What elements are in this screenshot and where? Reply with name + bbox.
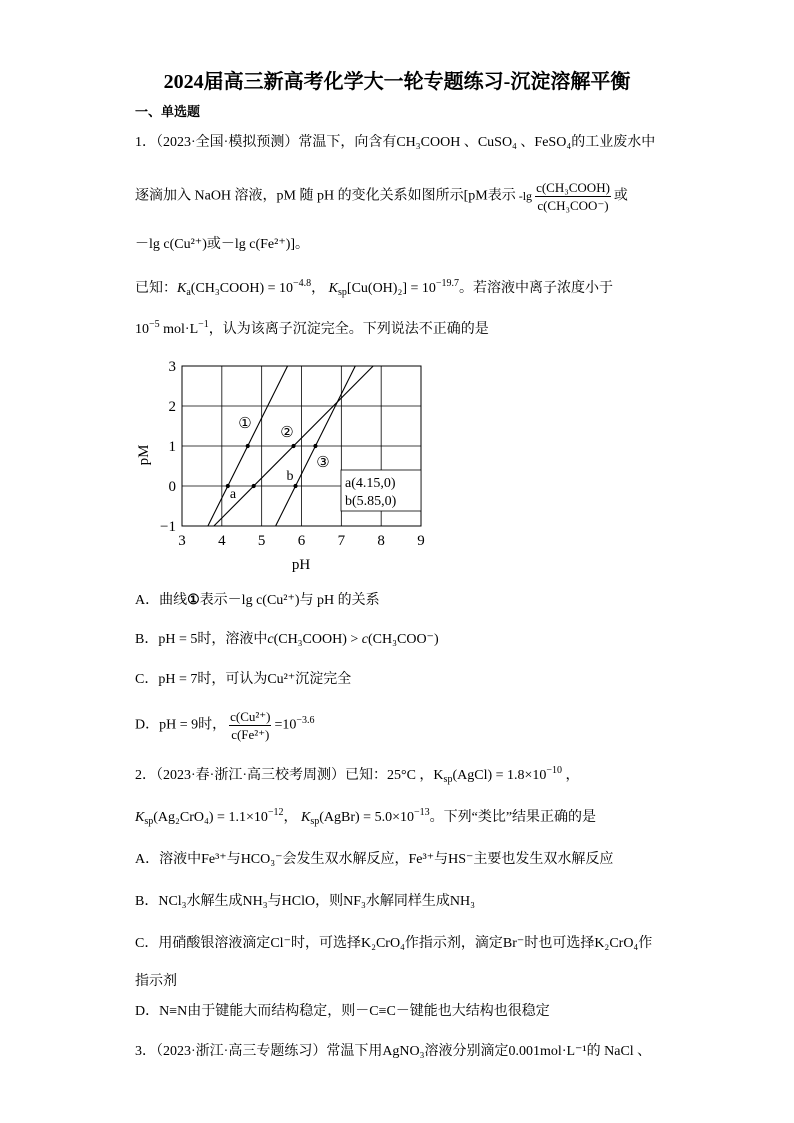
option-text: D．pH = 9时， — [135, 717, 227, 733]
q1-stem-line-2 — [135, 179, 628, 214]
q1-stem-line-4 — [135, 279, 613, 299]
q2-stem-line-2 — [135, 808, 596, 828]
exponent: −10 — [546, 765, 563, 776]
ksp-symbol: K — [135, 810, 145, 825]
q1-stem-line-1: 1．（2023·全国·模拟预测）常温下，向含有CH₃COOH 、CuSO₄ 、FeSO₄的工业废水中 — [135, 135, 656, 150]
concentration-symbol: c — [267, 632, 274, 647]
q1-stem-text: 10 — [135, 322, 149, 337]
q2-stem-text: (Ag₂CrO₄) = 1.1×10 — [153, 810, 268, 825]
y-tick-label: 2 — [168, 399, 176, 415]
x-tick-label: 5 — [257, 533, 266, 549]
data-point — [313, 444, 317, 448]
data-point — [293, 484, 297, 488]
exponent: −13 — [413, 807, 430, 818]
q2-stem-text: 。下列“类比”结果正确的是 — [429, 810, 597, 825]
fraction-denominator: c(Fe²⁺) — [229, 725, 271, 743]
x-tick-label: 8 — [377, 533, 385, 549]
point-label-b: b — [286, 469, 294, 484]
q1-option-c: C．pH = 7时，可认为Cu²⁺沉淀完全 — [135, 672, 352, 687]
q1-stem-text: 。若溶液中离子浓度小于 — [459, 281, 614, 296]
q2-option-c-line-1: C．用硝酸银溶液滴定Cl⁻时，可选择K₂CrO₄作指示剂，滴定Br⁻时也可选择K₂CrO₄作 — [135, 936, 653, 951]
q1-stem-text: mol·L — [159, 322, 199, 337]
q1-option-b — [135, 630, 439, 650]
series-label-3: ③ — [316, 455, 330, 471]
q1-stem-text: (CH₃COOH) = 10 — [190, 281, 294, 296]
q1-stem-line-3: －lg c(Cu²⁺)或－lg c(Fe²⁺)]。 — [135, 237, 310, 252]
ksp-symbol: K — [301, 810, 311, 825]
ksp-symbol: K — [328, 281, 338, 296]
ph-pm-chart — [135, 355, 435, 580]
q2-option-b: B．NCl₃水解生成NH₃与HClO，则NF₃水解同样生成NH₃ — [135, 894, 475, 909]
exponent: −3.6 — [296, 714, 315, 726]
option-text: (CH₃COOH) > — [273, 632, 362, 647]
x-tick-label: 9 — [417, 533, 425, 549]
exponent: −19.7 — [435, 278, 460, 289]
concentration-ratio-fraction — [229, 708, 271, 743]
concentration-symbol: c — [361, 632, 368, 647]
q2-stem-text: ， — [283, 810, 301, 825]
data-point — [252, 484, 256, 488]
q2-option-c-line-2: 指示剂 — [135, 974, 177, 989]
q2-stem-line-1 — [135, 766, 580, 786]
data-point — [246, 444, 250, 448]
ksp-subscript: sp — [310, 816, 320, 827]
curve-mark: ① — [187, 593, 200, 608]
q1-stem-text: 或 — [613, 188, 628, 204]
q2-stem-text: 2．（2023·春·浙江·高三校考周测）已知：25°C ， — [135, 768, 434, 783]
y-tick-label: −1 — [160, 519, 176, 535]
data-point — [291, 444, 295, 448]
x-axis-label: pH — [291, 557, 311, 573]
y-axis-label: pM — [136, 444, 152, 466]
x-tick-label: 7 — [337, 533, 346, 549]
fraction-denominator: c(CH₃COO⁻) — [535, 196, 611, 214]
y-tick-label: 0 — [168, 479, 176, 495]
x-tick-label: 6 — [297, 533, 306, 549]
q2-option-a: A．溶液中Fe³⁺与HCO₃⁻会发生双水解反应，Fe³⁺与HS⁻主要也发生双水解反应 — [135, 852, 614, 867]
ksp-symbol: K — [433, 768, 444, 783]
q1-stem-text: 已知： — [135, 281, 177, 296]
annotation-point-a: a(4.15,0) — [345, 476, 396, 491]
q1-option-d — [135, 708, 315, 743]
pm-definition-fraction — [535, 179, 611, 214]
series-label-2: ② — [280, 425, 294, 441]
option-text: 表示－lg c(Cu²⁺)与 pH 的关系 — [199, 593, 380, 608]
x-tick-label: 3 — [178, 533, 186, 549]
q1-option-a — [135, 591, 380, 611]
exponent: −12 — [267, 807, 284, 818]
q2-stem-text: (AgCl) = 1.8×10 — [452, 768, 547, 783]
chart-tick-labels — [160, 359, 425, 549]
q1-stem-line-5 — [135, 320, 489, 340]
section-heading: 一、单选题 — [135, 104, 201, 119]
option-text: (CH₃COO⁻) — [368, 632, 439, 647]
ka-symbol: K — [177, 281, 187, 296]
ksp-subscript: sp — [443, 774, 453, 785]
exponent: −1 — [198, 319, 209, 330]
option-text: A．曲线 — [135, 593, 188, 608]
fraction-numerator: c(Cu²⁺) — [230, 709, 271, 724]
fraction-numerator: c(CH₃COOH) — [536, 180, 610, 195]
exponent: −4.8 — [293, 278, 312, 289]
ksp-subscript: sp — [338, 287, 347, 298]
x-tick-label: 4 — [218, 533, 226, 549]
minus-lg-prefix: -lg — [518, 188, 533, 203]
series-label-1: ① — [238, 416, 252, 432]
q3-stem-line-1: 3．（2023·浙江·高三专题练习）常温下用AgNO₃溶液分别滴定0.001mol·L⁻¹的 NaCl 、 — [135, 1044, 652, 1059]
q1-stem-text: ，认为该离子沉淀完全。下列说法不正确的是 — [208, 322, 489, 337]
option-text: =10 — [274, 717, 297, 733]
q1-stem-text: 逐滴加入 NaOH 溶液，pM 随 pH 的变化关系如图所示[pM表示 — [135, 188, 516, 204]
annotation-point-b: b(5.85,0) — [345, 494, 397, 509]
q2-stem-text: (AgBr) = 5.0×10 — [319, 810, 414, 825]
document-title: 2024届高三新高考化学大一轮专题练习-沉淀溶解平衡 — [163, 71, 631, 93]
option-text: B．pH = 5时，溶液中 — [135, 632, 268, 647]
point-label-a: a — [229, 487, 237, 502]
y-tick-label: 3 — [168, 359, 176, 375]
q1-stem-text: [Cu(OH)₂] = 10 — [346, 281, 436, 296]
ksp-subscript: sp — [144, 816, 154, 827]
y-tick-label: 1 — [168, 439, 176, 455]
q2-option-d: D．N≡N由于键能大而结构稳定，则－C≡C－键能也大结构也很稳定 — [135, 1004, 550, 1019]
q2-stem-text: ， — [562, 768, 580, 783]
q1-stem-text: ， — [311, 281, 329, 296]
exponent: −5 — [149, 319, 160, 330]
ka-subscript: a — [186, 287, 191, 298]
